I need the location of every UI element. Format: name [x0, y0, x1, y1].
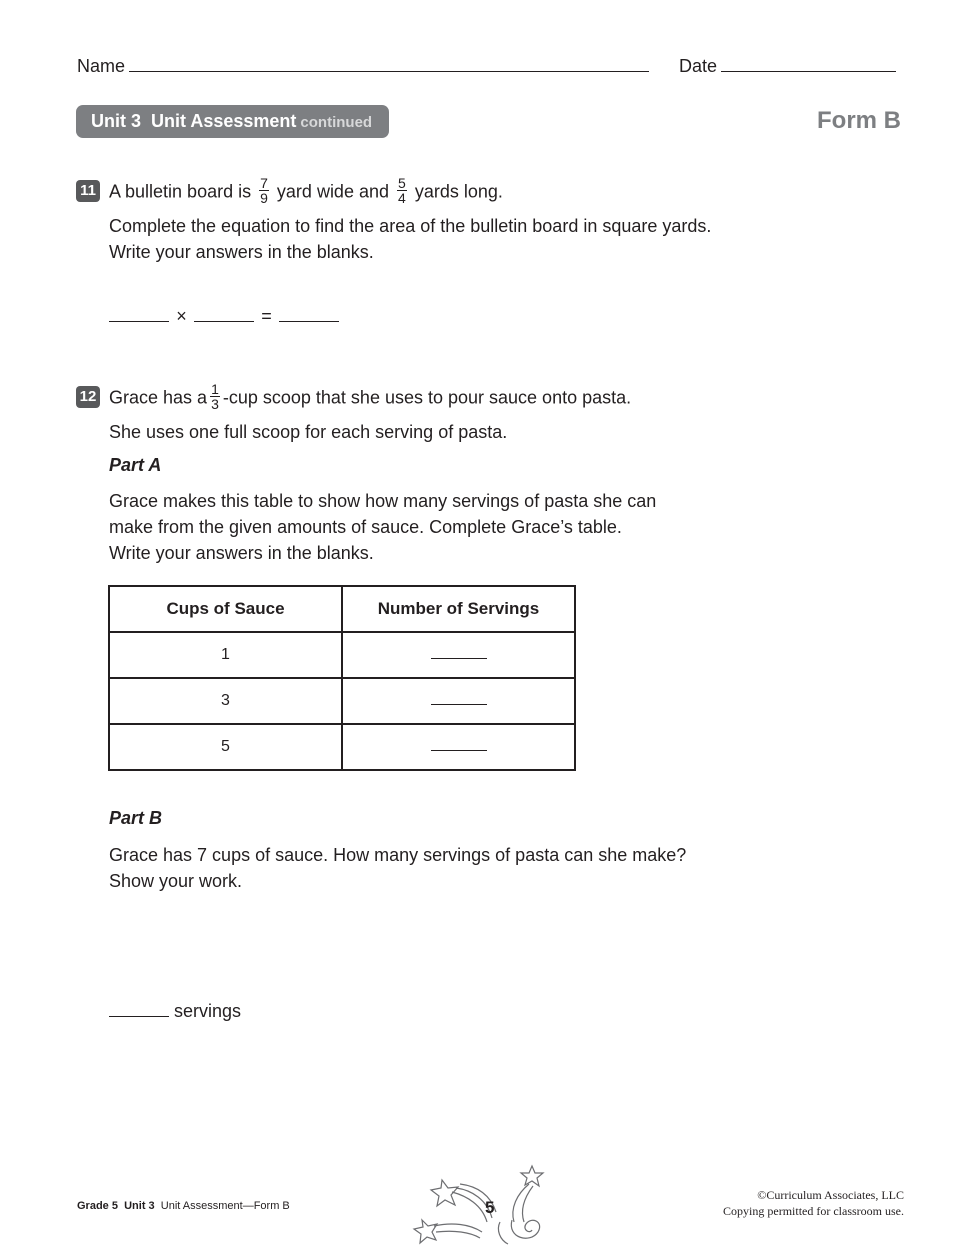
q11-intro	[109, 175, 503, 207]
continued-label: continued	[300, 114, 373, 131]
frac1-numerator: 7	[260, 175, 268, 191]
fraction-1-3	[210, 382, 220, 411]
servings-cell	[342, 678, 575, 724]
header-cups-of-sauce: Cups of Sauce	[109, 586, 342, 632]
part-a-line-2: make from the given amounts of sauce. Complete Grace’s table.	[109, 517, 622, 537]
cups-cell: 3	[109, 678, 342, 724]
fraction-5-4	[397, 176, 407, 205]
copy-note-text: Copying permitted for classroom use.	[723, 1204, 904, 1218]
unit-label: Unit 3	[91, 111, 142, 131]
servings-table	[108, 585, 576, 771]
fraction-7-9	[259, 176, 269, 205]
footer-grade: Grade 5	[77, 1200, 118, 1212]
q12-intro-after: -cup scoop that she uses to pour sauce onto pasta.	[222, 387, 632, 408]
part-b-line-1: Grace has 7 cups of sauce. How many servings of pasta can she make?	[109, 845, 687, 865]
footer-right	[723, 1187, 904, 1219]
q11-intro-before: A bulletin board is	[109, 181, 252, 202]
question-number-12: 12	[76, 386, 100, 408]
table-header-row	[109, 586, 575, 632]
servings-answer-blank[interactable]	[109, 1015, 169, 1017]
servings-cell	[342, 632, 575, 678]
q12-line-2: She uses one full scoop for each serving of pasta.	[109, 422, 508, 442]
copyright-text: ©Curriculum Associates, LLC	[757, 1188, 904, 1202]
footer-unit: Unit 3	[124, 1200, 155, 1212]
times-symbol: ×	[176, 306, 187, 326]
cups-cell: 5	[109, 724, 342, 770]
q11-blank-product[interactable]	[279, 320, 339, 322]
q12-intro-before: Grace has a	[109, 387, 208, 408]
q11-intro-after: yards long.	[414, 181, 503, 202]
q12-intro	[109, 381, 632, 413]
page-number: 5	[485, 1198, 495, 1217]
servings-blank[interactable]	[431, 740, 487, 751]
q11-instruction-1: Complete the equation to find the area of the bulletin board in square yards.	[109, 216, 712, 236]
equals-symbol: =	[261, 306, 272, 326]
q11-blank-factor-1[interactable]	[109, 320, 169, 322]
name-line[interactable]	[129, 70, 649, 72]
frac1-denominator: 9	[260, 190, 268, 206]
part-a-line-1: Grace makes this table to show how many servings of pasta she can	[109, 491, 657, 511]
date-line[interactable]	[721, 70, 896, 72]
part-a-line-3: Write your answers in the blanks.	[109, 543, 374, 563]
date-label: Date	[679, 56, 718, 76]
date-field[interactable]	[679, 54, 896, 78]
assessment-label: Unit Assessment	[151, 111, 297, 131]
servings-blank[interactable]	[431, 648, 487, 659]
form-label: Form B	[817, 107, 901, 134]
servings-answer	[109, 999, 241, 1023]
part-a-label: Part A	[109, 455, 162, 475]
unit-banner	[76, 105, 389, 138]
servings-blank[interactable]	[431, 694, 487, 705]
name-field[interactable]	[77, 54, 649, 78]
frac2-numerator: 5	[398, 175, 406, 191]
table-row	[109, 678, 575, 724]
q11-blank-factor-2[interactable]	[194, 320, 254, 322]
frac2-denominator: 4	[398, 190, 406, 206]
question-number-11: 11	[76, 180, 100, 202]
servings-cell	[342, 724, 575, 770]
q12-frac-denominator: 3	[211, 396, 219, 412]
q12-frac-numerator: 1	[211, 381, 219, 397]
servings-unit-label: servings	[174, 1001, 242, 1021]
cups-cell: 1	[109, 632, 342, 678]
q11-instruction-2: Write your answers in the blanks.	[109, 242, 374, 262]
part-b-line-2: Show your work.	[109, 871, 243, 891]
name-label: Name	[77, 56, 126, 76]
table-row	[109, 632, 575, 678]
header-number-of-servings: Number of Servings	[342, 586, 575, 632]
table-row	[109, 724, 575, 770]
footer-title: Unit Assessment—Form B	[160, 1200, 290, 1212]
q11-equation	[109, 304, 339, 328]
footer-left	[77, 1200, 290, 1212]
q11-intro-middle: yard wide and	[276, 181, 389, 202]
part-b-label: Part B	[109, 808, 163, 828]
